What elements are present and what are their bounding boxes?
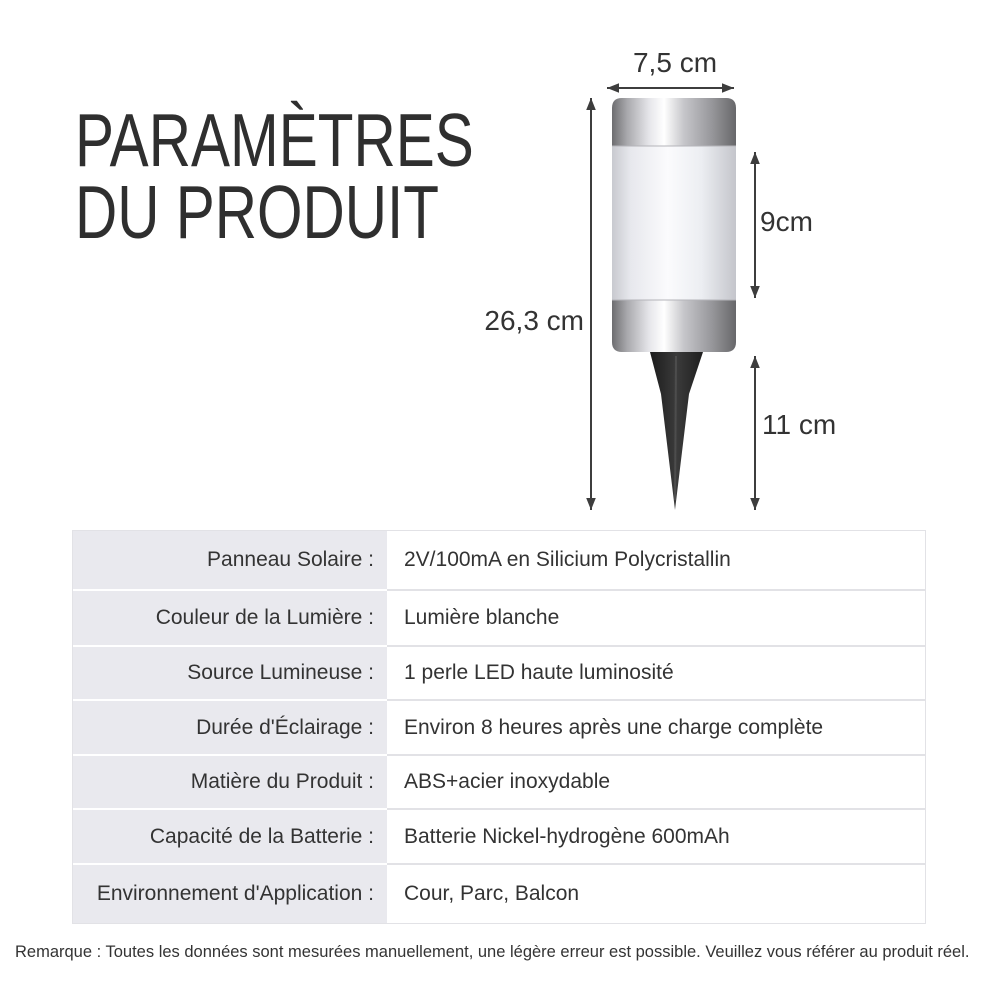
spec-value: Batterie Nickel-hydrogène 600mAh [387,810,925,865]
spec-row [73,647,925,701]
spec-value: Cour, Parc, Balcon [387,865,925,923]
lamp-top-band [612,98,736,146]
specifications-table-body [73,531,925,923]
disclaimer-note: Remarque : Toutes les données sont mesurées manuellement, une légère erreur est possible. Veuillez vous référer au produit réel. [15,943,970,961]
spec-label: Matière du Produit : [73,756,387,810]
spec-value: ABS+acier inoxydable [387,756,925,810]
total-height-dimension-label: 26,3 cm [484,305,584,336]
lamp-bottom-band [612,300,736,352]
spec-value: 2V/100mA en Silicium Polycristallin [387,531,925,591]
page-title-line-1: PARAMÈTRES [75,98,474,182]
spec-label: Capacité de la Batterie : [73,810,387,865]
spec-row [73,865,925,923]
lamp-height-dimension-label: 9cm [760,206,813,237]
spec-row [73,591,925,647]
spike-height-dimension-label: 11 cm [762,409,837,440]
spec-row [73,531,925,591]
spec-value: Environ 8 heures après une charge complète [387,701,925,756]
spec-label: Environnement d'Application : [73,865,387,923]
width-dimension-label: 7,5 cm [632,47,718,78]
spec-label: Durée d'Éclairage : [73,701,387,756]
spec-value: 1 perle LED haute luminosité [387,647,925,701]
page-title [75,98,474,254]
spec-row [73,701,925,756]
spec-value: Lumière blanche [387,591,925,647]
solar-garden-light-icon [612,98,736,510]
spec-label: Source Lumineuse : [73,647,387,701]
ground-spike [650,352,703,510]
spec-row [73,756,925,810]
spec-label: Panneau Solaire : [73,531,387,591]
ground-spike-ridge [675,356,676,500]
spec-label: Couleur de la Lumière : [73,591,387,647]
lamp-diffuser [612,146,736,300]
page-title-line-2: DU PRODUIT [75,170,440,254]
spec-row [73,810,925,865]
specifications-table [72,530,926,924]
